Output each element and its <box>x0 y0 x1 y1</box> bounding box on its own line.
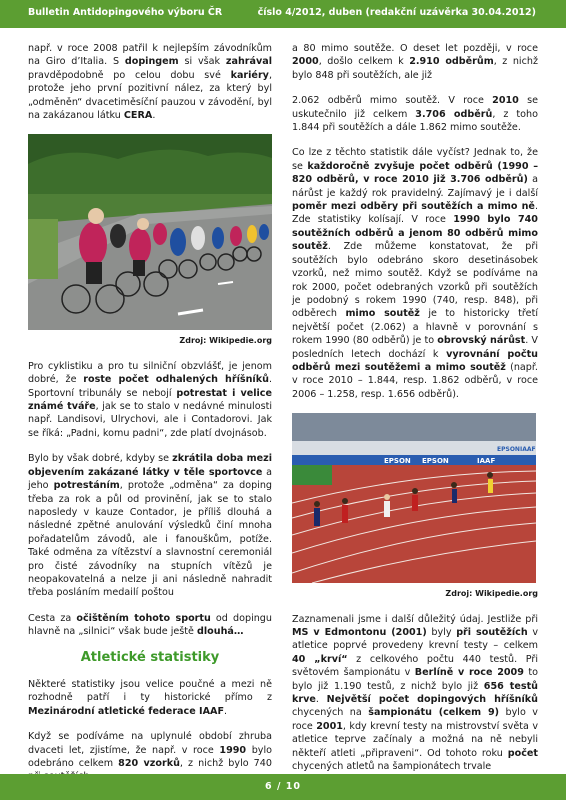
bulletin-title: Bulletin Antidopingového výboru ČR <box>28 7 223 18</box>
text-run: od dopingu hlavně na „silnici“ však bude ještě <box>28 612 272 638</box>
bold-text: Berlíně v roce 2009 <box>414 667 524 679</box>
text-run: bylo v roce <box>292 707 538 732</box>
cyclists-photo <box>28 134 272 330</box>
bold-text: obrovský nárůst <box>437 335 526 347</box>
text-run: se uskutečnilo již celkem <box>292 95 538 120</box>
text-run: a jeho <box>28 466 272 492</box>
text-run: Pro cyklistiku a pro tu silniční obzvlášť, je jenom dobré, že <box>28 360 272 386</box>
text-run: . V posledních letech dochází k <box>292 335 538 360</box>
page-number: 6 / 10 <box>265 781 301 792</box>
bold-text: dopingem <box>124 56 179 68</box>
bold-text: očištěním tohoto sportu <box>76 612 211 624</box>
text-run: chycených na <box>292 707 369 719</box>
bold-text: 3.706 odběrů <box>415 108 493 120</box>
text-run: , z nichž bylo 740 <box>179 758 272 769</box>
sponsor-banner: IAAF <box>520 446 536 454</box>
text-run: . <box>315 694 327 705</box>
issue-info: číslo 4/2012, duben (redakční uzávěrka 30.04.2012) <box>257 7 536 18</box>
text-run: Bylo by však dobré, kdyby se <box>28 453 173 465</box>
text-run: , došlo celkem k <box>318 56 410 68</box>
bold-text: počet <box>507 747 538 759</box>
bold-text: Největší počet dopingových hříšníků <box>326 694 538 705</box>
bold-text: 820 vzorků <box>118 758 180 769</box>
text-run: Cesta za <box>28 612 77 624</box>
text-run: . Zde statistiky kolísají. V roce <box>292 201 538 226</box>
text-run: Když se podíváme na uplynulé období zhruba dvaceti let, zjistíme, že např. v roce <box>28 731 272 756</box>
section-heading: Atletické statistiky <box>80 649 220 665</box>
left-column <box>28 42 272 796</box>
bold-text: 1990 <box>219 744 247 756</box>
text-run: a nárůst je každý rok pravidelný. Zajímavý je i další <box>292 174 538 199</box>
text-run: např. v roce 2008 patřil k nejlepším závodníkům na Giro d’Italia. S <box>28 43 272 68</box>
text-run: , z toho 1.844 při soutěžích a dále 1.862 mimo soutěže. <box>292 108 538 134</box>
sponsor-banner: EPSON <box>497 446 520 454</box>
text-run: (např. v roce 2010 – 1.844, resp. 1.862 odběrů, v roce 2006 – 1.258, resp. 1.656 odběrů). <box>292 361 538 400</box>
text-run: , protože „odměna“ za doping třeba za rok a půl od provinění, jak se to stalo naposledy v kauze Contador, je příliš dlouhá a následné zpětné anulování výsledků činí mnoha pořadatelům závodů, ale i fanouškům, potíže. Také odměna za vítězství a slavnostní ceremoniál pro čisté závodníky na stupních vítězů je neopakovatelná a nelze ji ani následně nahradit třeba posláním medailí poštou <box>28 480 272 599</box>
paragraph <box>28 452 272 599</box>
sponsor-banner: EPSON <box>384 457 411 466</box>
bold-text: kariéry <box>230 69 269 81</box>
text-run: 2.062 odběrů mimo soutěž. V roce <box>292 95 493 107</box>
text-run: , kdy krevní testy na mistrovství světa v atletice teprve začínaly a možná na ně nebyli někteří atleti „připraveni“. Od tohoto roku <box>292 720 538 759</box>
paragraph <box>28 678 272 718</box>
bold-text: zkrátila doba mezi objevením zakázané látky v těle sportovce <box>28 453 272 478</box>
page-footer <box>0 774 566 800</box>
sponsor-banner: EPSON <box>422 457 449 466</box>
paragraph <box>28 360 272 440</box>
bold-text: šampionátu (celkem 9) <box>368 707 500 719</box>
text-run: bylo odebráno celkem <box>28 744 273 769</box>
bold-text: poměr mezi odběry při soutěžích a mimo ně <box>292 201 535 213</box>
bold-text: 1990 bylo 740 soutěžních odběrů a jenom 80 odběrů mimo soutěž <box>292 214 538 253</box>
photo-caption: Zdroj: Wikipedie.org <box>445 589 538 599</box>
photo-caption: Zdroj: Wikipedie.org <box>179 336 272 346</box>
text-run: Co lze z těchto statistik dále vyčíst? Jednak to, že se <box>292 147 538 172</box>
text-run: . <box>152 110 156 122</box>
bold-text: vyrovnání počtu odběrů mezi soutěžemi a mimo soutěž <box>292 348 538 373</box>
text-run: , protože jeho první pozitivní nález, za který byl „odměněn“ dvacetiměsíční pauzou v závodění, byl na zakázanou látku <box>28 69 272 122</box>
bold-text: zahrával <box>225 56 272 68</box>
bold-text: Mezinárodní atletické federace IAAF <box>28 705 225 717</box>
bold-text: roste počet odhalených hříšníků <box>83 374 269 386</box>
bold-text: potrestat i velice známé tváře <box>28 387 272 413</box>
text-run: . <box>224 705 228 717</box>
text-run: z celkového počtu 440 testů. Při světovém šampionátu v <box>292 653 538 679</box>
text-run: Zaznamenali jsme i další důležitý údaj. Jestliže při <box>292 613 538 625</box>
bold-text: 656 testů krve <box>292 680 538 705</box>
bold-text: 2.910 odběrům <box>409 56 494 68</box>
text-run: byly <box>426 626 457 638</box>
bold-text: při soutěžích <box>456 626 528 638</box>
bold-text: potrestáním <box>53 480 120 492</box>
bold-text: každoročně zvyšuje počet odběrů (1990 – 820 odběrů, v roce 2010 již 3.706 odběrů) <box>292 160 538 186</box>
paragraph <box>292 613 538 774</box>
paragraph <box>292 146 538 401</box>
paragraph <box>28 612 272 639</box>
bold-text: dlouhá… <box>197 626 244 638</box>
paragraph <box>28 42 272 122</box>
paragraph <box>292 42 538 82</box>
right-column <box>292 42 538 785</box>
text-run: . Sportovní tribunály se nebojí <box>28 374 272 399</box>
bold-text: MS v Edmontonu (2001) <box>292 626 427 638</box>
text-run: je to historicky třetí největší počet (2.062) a hlavně v porovnání s rokem 1990 (80 odběrů) je to <box>292 308 538 347</box>
athletics-photo <box>292 413 536 583</box>
text-run: si však <box>178 56 226 68</box>
bold-text: 40 „krví“ <box>292 653 348 665</box>
text-run: a 80 mimo soutěže. O deset let později, v roce <box>292 43 538 54</box>
bold-text: 2001 <box>316 720 343 732</box>
text-run: Některé statistiky jsou velice poučné a mezi ně rozhodně patří i ty historické přímo z <box>28 678 272 704</box>
text-run: chycených atletů na šampionátech trvale <box>292 761 492 773</box>
text-run: , jak se to stalo v nedávné minulosti např. Landisovi, Ulrychovi, ale i Contadorovi. Jak se říká: „Padni, komu padni“, zde platí dvojnásob. <box>28 401 272 439</box>
bold-text: 2000 <box>292 56 319 68</box>
sponsor-banner: IAAF <box>477 457 496 466</box>
text-run: . Zde můžeme konstatovat, že při soutěžích bylo odebráno skoro desetinásobek vzorků, než mimo soutěž. Když se podíváme na rok 2000, počet odebraných vzorků při soutěžích je podobný s rokem 1990 (740, resp. 848), při odběrech <box>292 241 538 320</box>
bold-text: CERA <box>123 110 153 122</box>
paragraph <box>292 94 538 134</box>
page-header <box>0 0 566 28</box>
bold-text: mimo soutěž <box>345 308 420 320</box>
text-run: v atletice poprvé provedeny krevní testy – celkem <box>292 626 538 652</box>
text-run: to bylo již 1.190 testů, z nichž bylo již <box>292 667 538 692</box>
bold-text: 2010 <box>492 95 519 107</box>
text-run: , z nichž bylo 848 při soutěžích, ale již <box>292 56 538 81</box>
text-run: pravděpodobně po celou dobu své <box>28 69 231 81</box>
